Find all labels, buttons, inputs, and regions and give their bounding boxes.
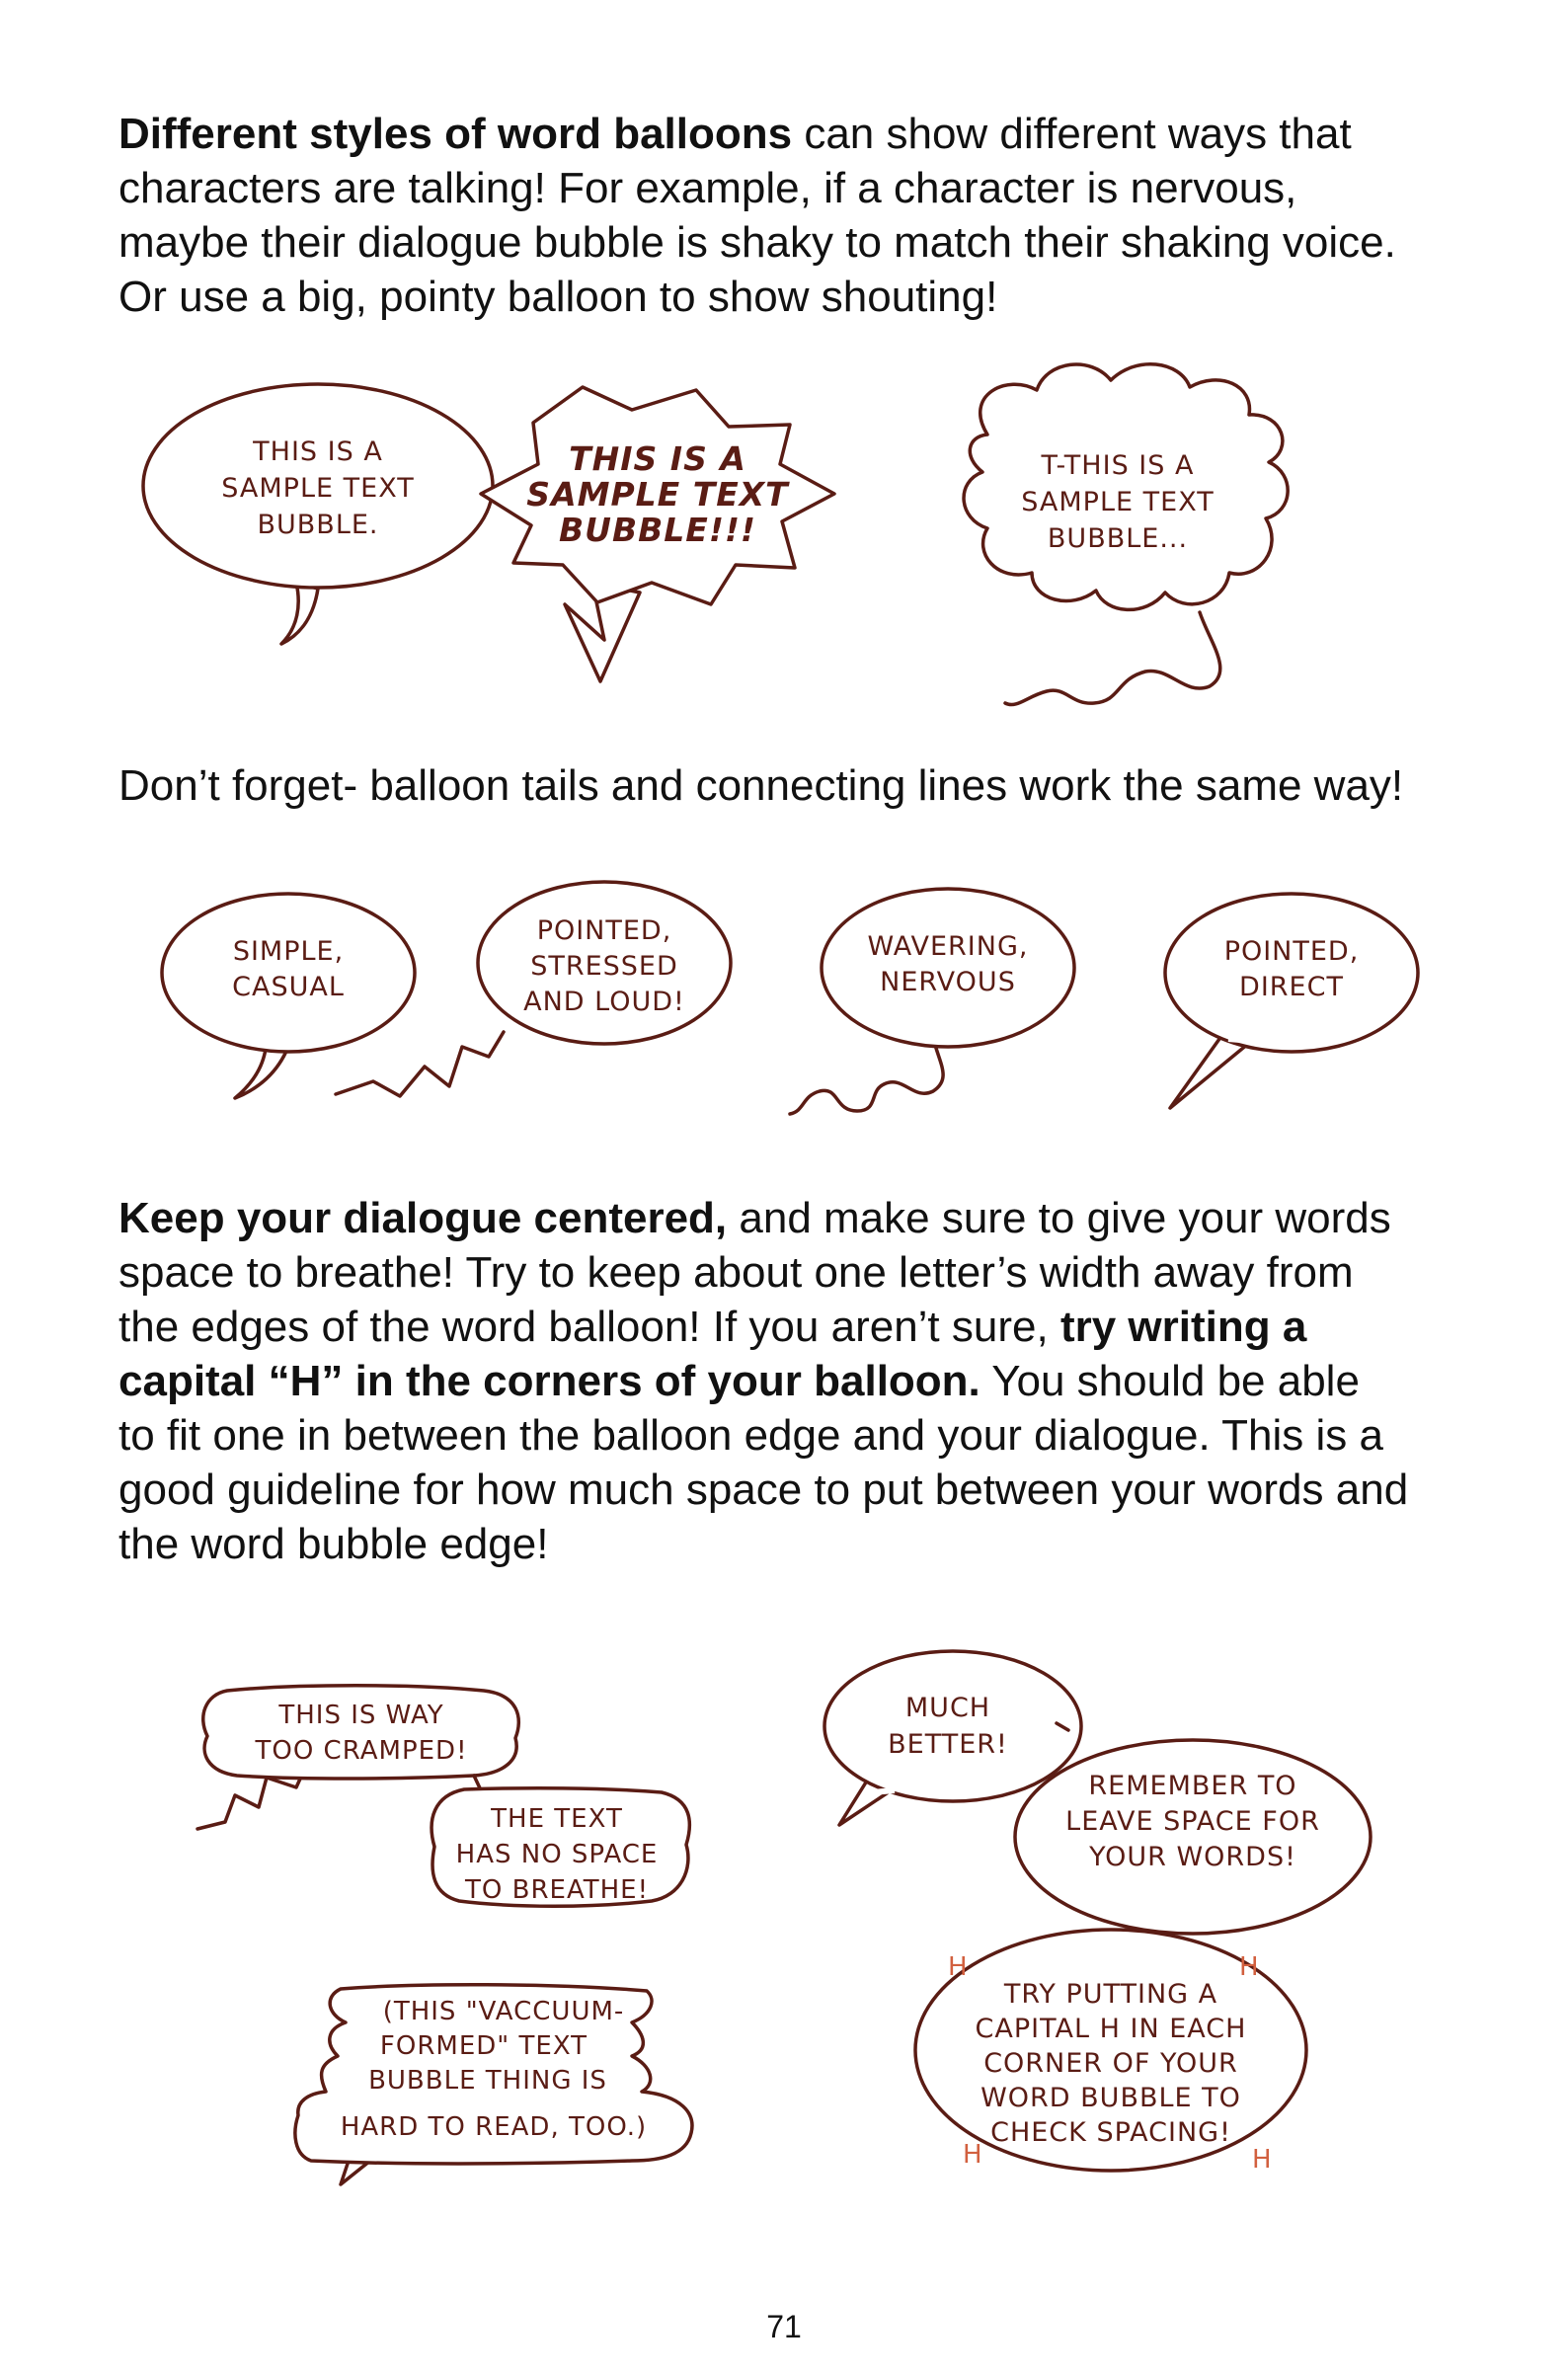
- balloon-styles-illustration: [0, 356, 1568, 731]
- much-better-line2: BETTER!: [888, 1729, 1008, 1760]
- vacuum-line3: BUBBLE THING IS: [368, 2066, 607, 2096]
- h-mark-top-right: H: [1239, 1952, 1259, 1982]
- intro-line2: characters are talking! For example, if a character is nervous,: [118, 164, 1297, 212]
- remember-line2: LEAVE SPACE FOR: [1065, 1806, 1320, 1837]
- much-better-line1: MUCH: [904, 1693, 991, 1723]
- h-mark-top-left: H: [948, 1952, 968, 1982]
- spacing-line1: and make sure to give your words: [727, 1194, 1391, 1242]
- stressed-loud-line3: AND LOUD!: [523, 987, 685, 1017]
- try-h-line4: WORD BUBBLE TO: [980, 2083, 1241, 2113]
- simple-casual-balloon: [162, 894, 415, 1098]
- no-space-line1: THE TEXT: [491, 1804, 623, 1834]
- tails-note-text: Don’t forget- balloon tails and connecting lines work the same way!: [118, 761, 1404, 810]
- pointed-direct-line2: DIRECT: [1239, 972, 1344, 1002]
- spacing-line2: space to breathe! Try to keep about one letter’s width away from: [118, 1248, 1354, 1297]
- no-space-balloon: [431, 1776, 689, 1906]
- shout-balloon-line2: SAMPLE TEXT: [526, 475, 789, 514]
- try-h-line1: TRY PUTTING A: [1003, 1979, 1218, 2010]
- nervous-balloon-line2: SAMPLE TEXT: [1021, 487, 1215, 517]
- wavering-nervous-line2: NERVOUS: [880, 967, 1016, 997]
- vacuum-line4: HARD TO READ, TOO.): [340, 2112, 648, 2142]
- simple-casual-line2: CASUAL: [232, 972, 345, 1002]
- wavering-nervous-line1: WAVERING,: [867, 931, 1029, 962]
- wavering-nervous-balloon: [790, 889, 1074, 1114]
- normal-balloon: [143, 384, 493, 644]
- spacing-line4-bold: capital “H” in the corners of your balloon.: [118, 1357, 980, 1405]
- nervous-balloon-line3: BUBBLE...: [1047, 523, 1189, 554]
- nervous-balloon: [964, 364, 1288, 705]
- normal-balloon-line3: BUBBLE.: [257, 510, 379, 540]
- tails-note: [118, 758, 1461, 813]
- h-mark-bottom-left: H: [963, 2140, 982, 2170]
- intro-line1: can show different ways that: [792, 110, 1352, 158]
- try-h-line5: CHECK SPACING!: [990, 2117, 1231, 2148]
- spacing-paragraph: [118, 1191, 1461, 1571]
- try-h-line3: CORNER OF YOUR: [983, 2048, 1238, 2079]
- no-space-line3: TO BREATHE!: [465, 1875, 649, 1905]
- normal-balloon-line1: THIS IS A: [253, 436, 383, 467]
- cramped-line1: THIS IS WAY: [278, 1701, 444, 1730]
- spacing-line3: the edges of the word balloon! If you aren’t sure,: [118, 1303, 1060, 1351]
- intro-bold-lead: Different styles of word balloons: [118, 110, 793, 158]
- remember-line1: REMEMBER TO: [1088, 1771, 1297, 1801]
- try-h-balloon: [915, 1930, 1306, 2175]
- tail-styles-illustration: [0, 869, 1568, 1165]
- stressed-loud-line2: STRESSED: [530, 951, 678, 982]
- vacuum-line1: (THIS "VACCUUM-: [382, 1997, 625, 2026]
- shout-balloon-line3: BUBBLE!!!: [559, 511, 756, 549]
- no-space-line2: HAS NO SPACE: [455, 1840, 659, 1869]
- spacing-bold1: Keep your dialogue centered,: [118, 1194, 728, 1242]
- spacing-line6: good guideline for how much space to put between your words and: [118, 1465, 1409, 1514]
- shout-balloon: [481, 387, 834, 681]
- pointed-direct-line1: POINTED,: [1223, 936, 1360, 967]
- try-h-line2: CAPITAL H IN EACH: [975, 2014, 1247, 2044]
- intro-line4: Or use a big, pointy balloon to show shouting!: [118, 273, 998, 321]
- h-mark-bottom-right: H: [1252, 2145, 1272, 2175]
- page-number: 71: [766, 2309, 802, 2344]
- vacuum-line2: FORMED" TEXT: [379, 2031, 588, 2061]
- normal-balloon-line2: SAMPLE TEXT: [221, 473, 415, 504]
- spacing-line7: the word bubble edge!: [118, 1520, 549, 1568]
- spacing-line4: You should be able: [980, 1357, 1360, 1405]
- pointed-direct-balloon: [1165, 894, 1418, 1108]
- stressed-loud-line1: POINTED,: [536, 915, 672, 946]
- intro-paragraph: [118, 107, 1461, 324]
- spacing-line5: to fit one in between the balloon edge and your dialogue. This is a: [118, 1411, 1383, 1460]
- spacing-examples-illustration: [0, 1639, 1568, 2192]
- vacuum-formed-balloon: [295, 1985, 692, 2184]
- shout-balloon-line1: THIS IS A: [569, 439, 746, 478]
- nervous-balloon-line1: T-THIS IS A: [1041, 450, 1195, 481]
- remember-line3: YOUR WORDS!: [1089, 1842, 1296, 1872]
- simple-casual-line1: SIMPLE,: [232, 936, 345, 967]
- intro-line3: maybe their dialogue bubble is shaky to match their shaking voice.: [118, 218, 1396, 267]
- spacing-line3-bold: try writing a: [1059, 1303, 1307, 1351]
- cramped-line2: TOO CRAMPED!: [255, 1736, 468, 1766]
